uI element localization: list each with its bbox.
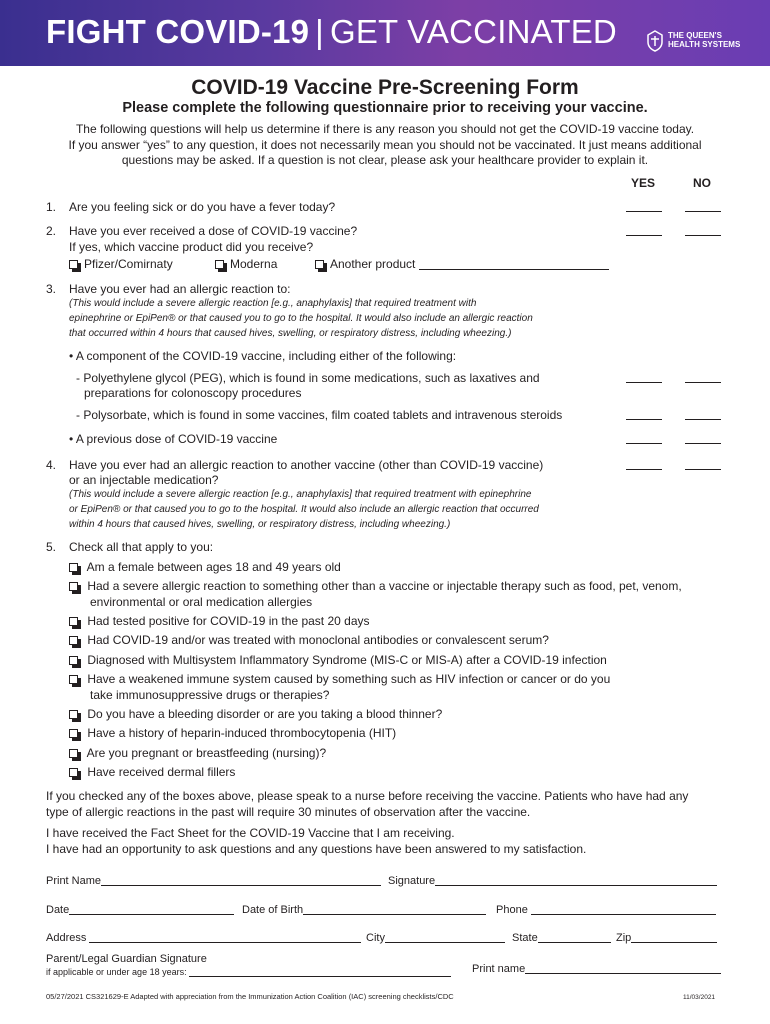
city-field[interactable]: City xyxy=(366,932,505,944)
address-field[interactable]: Address xyxy=(46,932,361,944)
checklist-item[interactable]: Have a weakened immune system caused by something such as HIV infection or cancer or do you xyxy=(69,672,610,686)
q4-note: (This would include a severe allergic reaction [e.g., anaphylaxis] that required treatment with epinephrine or EpiPen® or that caused you to go to the hospital. It would also include an allergic reaction that occurred within 4 hours that caused hives, swelling, or respiratory distress, including wheezing.) xyxy=(69,489,539,530)
header-banner xyxy=(0,0,770,66)
banner-part2: GET VACCINATED xyxy=(329,13,617,50)
intro-text xyxy=(0,122,770,169)
print-name2-field[interactable]: Print name xyxy=(472,963,721,975)
banner-part1: FIGHT COVID-19 xyxy=(46,13,310,50)
q5-number: 5. xyxy=(46,540,57,554)
checklist-item[interactable]: Am a female between ages 18 and 49 years old xyxy=(69,560,341,574)
phone-field[interactable]: Phone xyxy=(496,904,716,916)
q3-prevdose-yes-blank[interactable] xyxy=(626,443,662,444)
q2-option-other[interactable]: Another product xyxy=(315,257,609,271)
checkbox-icon[interactable] xyxy=(69,710,78,719)
form-title: COVID-19 Vaccine Pre-Screening Form xyxy=(191,76,579,99)
q2-text: Have you ever received a dose of COVID-19 vaccine? xyxy=(69,224,358,238)
guardian-label: Parent/Legal Guardian Signature xyxy=(46,953,207,965)
yes-header: YES xyxy=(631,176,656,190)
q3-peg-yes-blank[interactable] xyxy=(626,382,662,383)
checkbox-icon[interactable] xyxy=(69,749,78,758)
q3-text: Have you ever had an allergic reaction to: xyxy=(69,282,291,296)
checklist-item[interactable]: Have received dermal fillers xyxy=(69,765,235,779)
q2-option-pfizer[interactable]: Pfizer/Comirnaty xyxy=(69,257,173,271)
q5-text: Check all that apply to you: xyxy=(69,540,214,554)
closing-paragraph-2: I have received the Fact Sheet for the COVID-19 Vaccine that I am receiving. I have had an opportunity to ask questions and any questions have been answered to my satisfaction. xyxy=(46,826,587,856)
footer-date: 11/03/2021 xyxy=(683,994,716,1001)
q1-text: Are you feeling sick or do you have a fever today? xyxy=(69,200,336,214)
q1-number: 1. xyxy=(46,200,57,214)
q2-no-blank[interactable] xyxy=(685,235,721,236)
q4-number: 4. xyxy=(46,458,57,472)
checklist-item[interactable]: Do you have a bleeding disorder or are you taking a blood thinner? xyxy=(69,707,442,721)
q3-option-peg: - Polyethylene glycol (PEG), which is found in some medications, such as laxatives and xyxy=(76,371,540,385)
logo-line1: THE QUEEN'S xyxy=(668,31,722,40)
checklist-item[interactable]: Had a severe allergic reaction to something other than a vaccine or injectable therapy such as food, pet, venom, xyxy=(69,579,682,593)
q4-yes-blank[interactable] xyxy=(626,469,662,470)
logo-line2: HEALTH SYSTEMS xyxy=(668,40,741,49)
print-name-field[interactable]: Print Name xyxy=(46,875,381,887)
intro-line: If you answer “yes” to any question, it does not necessarily mean you should not be vaccinated. It just means additional xyxy=(68,137,702,152)
q3-option-polysorbate: - Polysorbate, which is found in some vaccines, film coated tablets and intravenous steroids xyxy=(76,408,563,422)
q2-option-moderna[interactable]: Moderna xyxy=(215,257,277,271)
banner-separator: | xyxy=(315,13,324,50)
signature-field[interactable]: Signature xyxy=(388,875,717,887)
q3-prevdose-no-blank[interactable] xyxy=(685,443,721,444)
q3-polysorbate-yes-blank[interactable] xyxy=(626,419,662,420)
checklist-item-cont: take immunosuppressive drugs or therapies? xyxy=(90,688,330,702)
q3-option-peg-cont: preparations for colonoscopy procedures xyxy=(84,386,302,400)
checklist-item[interactable]: Had COVID-19 and/or was treated with monoclonal antibodies or convalescent serum? xyxy=(69,633,549,647)
q2-number: 2. xyxy=(46,224,57,238)
q1-no-blank[interactable] xyxy=(685,211,721,212)
q3-polysorbate-no-blank[interactable] xyxy=(685,419,721,420)
checklist-item[interactable]: Diagnosed with Multisystem Inflammatory Syndrome (MIS-C or MIS-A) after a COVID-19 infection xyxy=(69,653,607,667)
zip-field[interactable]: Zip xyxy=(616,932,717,944)
checklist-item[interactable]: Have a history of heparin-induced thrombocytopenia (HIT) xyxy=(69,726,396,740)
q3-number: 3. xyxy=(46,282,57,296)
q3-note: (This would include a severe allergic reaction [e.g., anaphylaxis] that required treatment with epinephrine or EpiPen® or that caused you to go to the hospital. It would also include an allergic reaction that occurred within 4 hours that caused hives, swelling, or respiratory distress, including wheezing.) xyxy=(69,298,533,339)
checklist-item[interactable]: Had tested positive for COVID-19 in the past 20 days xyxy=(69,614,370,628)
q2-followup: If yes, which vaccine product did you receive? xyxy=(69,240,314,254)
footer-note: 05/27/2021 CS321629-E Adapted with appreciation from the Immunization Action Coalition (IAC) screening checklists/CDC xyxy=(46,992,454,1001)
dob-field[interactable]: Date of Birth xyxy=(242,904,486,916)
q3-peg-no-blank[interactable] xyxy=(685,382,721,383)
banner-title xyxy=(46,13,617,51)
checkbox-icon[interactable] xyxy=(69,260,78,269)
q3-option-previous-dose: • A previous dose of COVID-19 vaccine xyxy=(69,432,278,446)
closing-paragraph-1: If you checked any of the boxes above, please speak to a nurse before receiving the vaccine. Patients who have had any type of allergic reactions in the past will require 30 minutes of observation after the vaccine. xyxy=(46,789,689,819)
checkbox-icon[interactable] xyxy=(69,636,78,645)
checkbox-icon[interactable] xyxy=(69,768,78,777)
q3-option-component: • A component of the COVID-19 vaccine, including either of the following: xyxy=(69,349,457,363)
q4-no-blank[interactable] xyxy=(685,469,721,470)
q4-text: Have you ever had an allergic reaction to another vaccine (other than COVID-19 vaccine) xyxy=(69,458,544,472)
other-product-field[interactable] xyxy=(419,259,609,270)
logo-text xyxy=(668,31,740,49)
checkbox-icon[interactable] xyxy=(69,617,78,626)
date-field[interactable]: Date xyxy=(46,904,234,916)
checklist-item[interactable]: Are you pregnant or breastfeeding (nursing)? xyxy=(69,746,326,760)
checkbox-icon[interactable] xyxy=(69,656,78,665)
q1-yes-blank[interactable] xyxy=(626,211,662,212)
state-field[interactable]: State xyxy=(512,932,611,944)
checkbox-icon[interactable] xyxy=(215,260,224,269)
intro-line: The following questions will help us determine if there is any reason you should not get the COVID-19 vaccine today. xyxy=(75,122,695,136)
no-header: NO xyxy=(693,176,711,190)
checkbox-icon[interactable] xyxy=(69,675,78,684)
checkbox-icon[interactable] xyxy=(69,563,78,572)
intro-line: questions may be asked. If a question is not clear, please ask your healthcare provider to explain it. xyxy=(121,153,649,167)
form-subtitle: Please complete the following questionnaire prior to receiving your vaccine. xyxy=(122,100,648,116)
guardian-signature-field[interactable]: if applicable or under age 18 years: xyxy=(46,967,451,977)
checkbox-icon[interactable] xyxy=(69,729,78,738)
checkbox-icon[interactable] xyxy=(315,260,324,269)
checkbox-icon[interactable] xyxy=(69,582,78,591)
q4-text-cont: or an injectable medication? xyxy=(69,473,219,487)
q2-yes-blank[interactable] xyxy=(626,235,662,236)
queens-crest-icon xyxy=(646,30,664,52)
checklist-item-cont: environmental or oral medication allergies xyxy=(90,595,313,609)
